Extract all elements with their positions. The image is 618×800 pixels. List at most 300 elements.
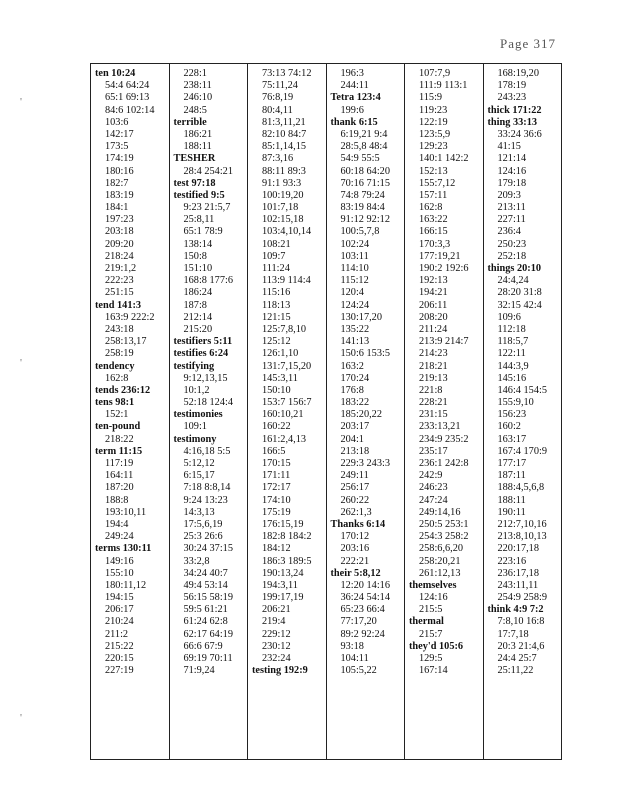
index-page-ref: 66:6 67:9 — [183, 640, 223, 652]
index-page-ref: 258:19 — [105, 348, 134, 360]
index-page-ref: 261:12,13 — [419, 567, 461, 579]
index-headword: terrible — [173, 116, 207, 128]
index-page-ref: 111:24 — [262, 263, 290, 274]
index-page-ref: 243:23 — [497, 92, 527, 104]
index-headword: testimony — [173, 433, 217, 445]
index-page-ref: 125:12 — [262, 336, 291, 348]
index-headword: testing 192:9 — [252, 665, 308, 677]
index-page-ref: 167:14 — [419, 665, 448, 677]
index-page-ref: 229:3 243:3 — [340, 458, 390, 469]
index-page-ref: 258:20,21 — [419, 555, 461, 567]
index-page-ref: 174:10 — [262, 494, 291, 506]
index-page-ref: 30:24 37:15 — [183, 543, 233, 555]
index-page-ref: 17:7,18 — [497, 628, 529, 640]
index-page-ref: 145:16 — [497, 372, 527, 384]
index-page-ref: 186:24 — [183, 287, 213, 299]
index-page-ref: 211:24 — [419, 323, 448, 335]
index-page-ref: 215:5 — [419, 604, 443, 616]
index-page-ref: 80:4,11 — [262, 104, 293, 116]
index-page-ref: 122:11 — [497, 348, 526, 360]
index-page-ref: 168:19,20 — [497, 68, 539, 79]
index-page-ref: 122:19 — [419, 116, 448, 128]
index-page-ref: 25:11,22 — [497, 665, 534, 677]
index-page-ref: 91:12 92:12 — [340, 214, 390, 226]
index-page-ref: 88:11 89:3 — [262, 165, 306, 177]
index-headword: term 11:15 — [95, 445, 143, 457]
index-page-ref: 28:4 254:21 — [183, 165, 233, 177]
index-page-ref: 212:14 — [183, 311, 213, 323]
index-page-ref: 114:10 — [340, 263, 369, 274]
index-page-ref: 188:8 — [105, 494, 129, 506]
index-page-ref: 260:22 — [340, 494, 370, 506]
index-page-ref: 115:12 — [340, 275, 369, 287]
index-page-ref: 184:12 — [262, 543, 291, 555]
index-page-ref: 9:24 13:23 — [183, 494, 228, 506]
index-headword: thermal — [409, 616, 444, 628]
index-page-ref: 28:5,8 48:4 — [340, 141, 388, 153]
index-column — [327, 64, 406, 759]
index-headword: test 97:18 — [173, 177, 216, 189]
index-page-ref: 75:11,24 — [262, 80, 298, 92]
index-page-ref: 140:1 142:2 — [419, 153, 469, 165]
index-page-ref: 220:15 — [105, 653, 134, 664]
index-page-ref: 145:3,11 — [262, 372, 298, 384]
index-page-ref: 183:22 — [340, 397, 370, 409]
index-page-ref: 229:12 — [262, 628, 291, 640]
index-page-ref: 194:21 — [419, 287, 448, 299]
index-page-ref: 73:13 74:12 — [262, 68, 312, 79]
index-headword: testimonies — [173, 409, 223, 421]
index-page-ref: 221:8 — [419, 384, 443, 396]
index-page-ref: 150:10 — [262, 384, 291, 396]
index-page-ref: 250:23 — [497, 238, 527, 250]
index-page-ref: 192:13 — [419, 275, 448, 287]
index-page-ref: 100:5,7,8 — [340, 226, 380, 238]
index-headword: thank 6:15 — [330, 116, 378, 128]
index-page-ref: 101:7,18 — [262, 202, 299, 214]
index-page-ref: 220:17,18 — [497, 543, 539, 555]
index-page-ref: 162:8 — [419, 202, 443, 214]
index-headword: TESHER — [173, 153, 216, 165]
index-page-ref: 187:8 — [183, 299, 207, 311]
index-page-ref: 227:19 — [105, 665, 134, 677]
index-page-ref: 155:7,12 — [419, 177, 456, 189]
index-page-ref: 6:15,17 — [183, 470, 215, 482]
index-page-ref: 89:2 92:24 — [340, 628, 385, 640]
index-page-ref: 233:13,21 — [419, 421, 461, 433]
index-page-ref: 249:14,16 — [419, 506, 461, 518]
index-page-ref: 163:22 — [419, 214, 448, 226]
index-headword: tends 236:12 — [95, 384, 151, 396]
index-page-ref: 10:1,2 — [183, 384, 210, 396]
index-page-ref: 70:16 71:15 — [340, 177, 390, 189]
index-page-ref: 84:6 102:14 — [105, 104, 155, 116]
index-page-ref: 87:3,16 — [262, 153, 294, 165]
index-page-ref: 243:18 — [105, 323, 134, 335]
index-page-ref: 218:21 — [419, 360, 448, 372]
index-page-ref: 168:8 177:6 — [183, 275, 233, 287]
index-page-ref: 252:18 — [497, 250, 527, 262]
index-page-ref: 248:5 — [183, 104, 207, 116]
index-page-ref: 199:6 — [340, 104, 364, 116]
index-page-ref: 164:11 — [105, 470, 134, 482]
index-page-ref: 213:18 — [340, 445, 370, 457]
index-page-ref: 124:16 — [419, 592, 448, 604]
index-page-ref: 215:22 — [105, 640, 134, 652]
index-page-ref: 187:20 — [105, 482, 134, 494]
index-page-ref: 228:1 — [183, 68, 207, 79]
index-page-ref: 28:20 31:8 — [497, 287, 542, 299]
index-page-ref: 160:22 — [262, 421, 291, 433]
index-page-ref: 228:21 — [419, 397, 448, 409]
index-page-ref: 247:24 — [419, 494, 448, 506]
index-page-ref: 215:20 — [183, 323, 213, 335]
index-page-ref: 81:3,11,21 — [262, 116, 306, 128]
index-page-ref: 219:13 — [419, 372, 448, 384]
index-page-ref: 186:3 189:5 — [262, 555, 312, 567]
index-page-ref: 258:13,17 — [105, 336, 147, 348]
index-page-ref: 103:4,10,14 — [262, 226, 312, 238]
index-page-ref: 188:4,5,6,8 — [497, 482, 545, 494]
index-page-ref: 33:2,8 — [183, 555, 210, 567]
index-page-ref: 188:11 — [497, 494, 526, 506]
index-page-ref: 4:16,18 5:5 — [183, 445, 231, 457]
index-page-ref: 9:23 21:5,7 — [183, 202, 231, 214]
index-page-ref: 146:4 154:5 — [497, 384, 547, 396]
index-headword: testifying — [173, 360, 215, 372]
index-page-ref: 251:15 — [105, 287, 134, 299]
index-page-ref: 24:4 25:7 — [497, 653, 537, 664]
index-page-ref: 236:1 242:8 — [419, 458, 469, 469]
index-page-ref: 176:8 — [340, 384, 364, 396]
index-page-ref: 112:18 — [497, 323, 526, 335]
index-page-ref: 166:5 — [262, 445, 286, 457]
index-page-ref: 52:18 124:4 — [183, 397, 233, 409]
index-page-ref: 34:24 40:7 — [183, 567, 228, 579]
index-page-ref: 170:3,3 — [419, 238, 451, 250]
index-page-ref: 196:3 — [340, 68, 364, 79]
index-page-ref: 102:15,18 — [262, 214, 304, 226]
index-page-ref: 124:24 — [340, 299, 370, 311]
index-page-ref: 206:21 — [262, 604, 291, 616]
index-page-ref: 219:4 — [262, 616, 286, 628]
index-page-ref: 102:24 — [340, 238, 370, 250]
index-page-ref: 156:23 — [497, 409, 527, 421]
index-page-ref: 54:9 55:5 — [340, 153, 380, 165]
index-page-ref: 243:11,11 — [497, 579, 539, 591]
index-page-ref: 130:17,20 — [340, 311, 382, 323]
index-page-ref: 182:7 — [105, 177, 129, 189]
index-headword: tend 141:3 — [95, 299, 142, 311]
index-page-ref: 124:16 — [497, 165, 527, 177]
index-page-ref: 41:15 — [497, 141, 521, 153]
index-page-ref: 144:3,9 — [497, 360, 529, 372]
index-page-ref: 32:15 42:4 — [497, 299, 542, 311]
index-page-ref: 100:19,20 — [262, 189, 304, 201]
index-page-ref: 215:7 — [419, 628, 443, 640]
index-page-ref: 33:24 36:6 — [497, 128, 542, 140]
index-page-ref: 107:7,9 — [419, 68, 451, 79]
index-page-ref: 14:3,13 — [183, 506, 215, 518]
index-page-ref: 9:12,13,15 — [183, 372, 228, 384]
index-page-ref: 126:1,10 — [262, 348, 299, 360]
index-page-ref: 203:17 — [340, 421, 370, 433]
index-page-ref: 103:11 — [340, 250, 369, 262]
index-page-ref: 115:9 — [419, 92, 443, 104]
index-page-ref: 209:3 — [497, 189, 521, 201]
index-page-ref: 74:8 79:24 — [340, 189, 385, 201]
index-page-ref: 105:5,22 — [340, 665, 377, 677]
index-page-ref: 20:3 21:4,6 — [497, 640, 545, 652]
index-page-ref: 69:19 70:11 — [183, 653, 233, 664]
index-page-ref: 171:11 — [262, 470, 291, 482]
index-page-ref: 190:13,24 — [262, 567, 304, 579]
index-page-ref: 129:5 — [419, 653, 443, 664]
index-page-ref: 231:15 — [419, 409, 448, 421]
index-page-ref: 194:3,11 — [262, 579, 298, 591]
index-page-ref: 121:15 — [262, 311, 291, 323]
index-page-ref: 149:16 — [105, 555, 134, 567]
index-page-ref: 113:9 114:4 — [262, 275, 311, 287]
index-page-ref: 166:15 — [419, 226, 448, 238]
index-page-ref: 188:11 — [183, 141, 212, 153]
index-page-ref: 115:16 — [262, 287, 291, 299]
index-page-ref: 250:5 253:1 — [419, 518, 469, 530]
index-page-ref: 190:11 — [497, 506, 526, 518]
index-page-ref: 163:9 222:2 — [105, 311, 155, 323]
index-page-ref: 227:11 — [497, 214, 526, 226]
index-page-ref: 173:5 — [105, 141, 129, 153]
index-page-ref: 17:5,6,19 — [183, 518, 223, 530]
index-page-ref: 65:1 78:9 — [183, 226, 223, 238]
index-page-ref: 138:14 — [183, 238, 213, 250]
index-page-ref: 204:1 — [340, 433, 364, 445]
index-page-ref: 91:1 93:3 — [262, 177, 302, 189]
index-page-ref: 232:24 — [262, 653, 291, 664]
index-page-ref: 24:4,24 — [497, 275, 529, 287]
index-page-ref: 118:5,7 — [497, 336, 529, 348]
index-page-ref: 256:17 — [340, 482, 370, 494]
index-page-ref: 172:17 — [262, 482, 291, 494]
index-page-ref: 210:24 — [105, 616, 134, 628]
index-page-ref: 213:8,10,13 — [497, 531, 547, 543]
index-page-ref: 235:17 — [419, 445, 448, 457]
index-page-ref: 85:1,14,15 — [262, 141, 307, 153]
index-page-ref: 36:24 54:14 — [340, 592, 390, 604]
index-headword: tens 98:1 — [95, 397, 135, 409]
index-page-ref: 108:21 — [262, 238, 291, 250]
index-page-ref: 121:14 — [497, 153, 527, 165]
index-page-ref: 135:22 — [340, 323, 370, 335]
index-page-ref: 249:24 — [105, 531, 134, 543]
index-page-ref: 230:12 — [262, 640, 291, 652]
index-page-ref: 218:22 — [105, 433, 134, 445]
index-page-ref: 213:11 — [497, 202, 526, 214]
index-page-ref: 71:9,24 — [183, 665, 215, 677]
index-page-ref: 222:21 — [340, 555, 370, 567]
index-page-ref: 7:18 8:8,14 — [183, 482, 231, 494]
index-page-ref: 246:23 — [419, 482, 448, 494]
index-page-ref: 109:1 — [183, 421, 207, 433]
index-page-ref: 218:24 — [105, 250, 134, 262]
index-page-ref: 162:8 — [105, 372, 129, 384]
index-page-ref: 160:2 — [497, 421, 521, 433]
index-page-ref: 236:17,18 — [497, 567, 539, 579]
index-page-ref: 155:9,10 — [497, 397, 534, 409]
index-column — [484, 64, 562, 759]
index-page-ref: 119:23 — [419, 104, 448, 116]
index-page-ref: 175:19 — [262, 506, 291, 518]
index-page-ref: 103:6 — [105, 116, 129, 128]
index-headword: ten-pound — [95, 421, 141, 433]
index-headword: ten 10:24 — [95, 68, 136, 79]
index-page-ref: 153:7 156:7 — [262, 397, 312, 409]
index-page-ref: 157:11 — [419, 189, 448, 201]
index-page-ref: 152:13 — [419, 165, 448, 177]
index-page-ref: 177:17 — [497, 458, 527, 469]
index-page-ref: 244:11 — [340, 80, 369, 92]
index-page-ref: 170:15 — [262, 458, 291, 469]
index-page-ref: 180:11,12 — [105, 579, 147, 591]
index-page-ref: 82:10 84:7 — [262, 128, 307, 140]
index-page-ref: 163:17 — [497, 433, 527, 445]
index-page-ref: 76:8,19 — [262, 92, 294, 104]
index-page-ref: 129:23 — [419, 141, 448, 153]
index-headword: think 4:9 7:2 — [487, 604, 544, 616]
index-column — [405, 64, 484, 759]
index-page-ref: 65:1 69:13 — [105, 92, 150, 104]
index-page-ref: 61:24 62:8 — [183, 616, 228, 628]
index-page-ref: 214:23 — [419, 348, 448, 360]
index-page-ref: 249:11 — [340, 470, 369, 482]
index-page-ref: 203:16 — [340, 543, 370, 555]
index-column — [248, 64, 327, 759]
index-headword: testifiers 5:11 — [173, 336, 233, 348]
index-page-ref: 109:6 — [497, 311, 521, 323]
index-page-ref: 206:17 — [105, 604, 134, 616]
index-page-ref: 222:23 — [105, 275, 134, 287]
index-page-ref: 183:19 — [105, 189, 134, 201]
index-page-ref: 65:23 66:4 — [340, 604, 385, 616]
index-page-ref: 242:9 — [419, 470, 443, 482]
index-page-ref: 190:2 192:6 — [419, 263, 469, 274]
index-page-ref: 203:18 — [105, 226, 134, 238]
index-headword: thick 171:22 — [487, 104, 542, 116]
margin-mark: ' — [20, 96, 22, 108]
index-headword: tendency — [95, 360, 135, 372]
index-page-ref: 111:9 113:1 — [419, 80, 468, 92]
index-page-ref: 208:20 — [419, 311, 448, 323]
index-headword: testified 9:5 — [173, 189, 225, 201]
index-page-ref: 178:19 — [497, 80, 527, 92]
index-page-ref: 49:4 53:14 — [183, 579, 228, 591]
index-page-ref: 7:8,10 16:8 — [497, 616, 545, 628]
index-page-ref: 194:4 — [105, 518, 129, 530]
index-page-ref: 152:1 — [105, 409, 129, 421]
index-page-ref: 131:7,15,20 — [262, 360, 312, 372]
index-page-ref: 142:17 — [105, 128, 134, 140]
index-page-ref: 246:10 — [183, 92, 213, 104]
index-page-ref: 170:24 — [340, 372, 370, 384]
index-page-ref: 174:19 — [105, 153, 134, 165]
index-page-ref: 182:8 184:2 — [262, 531, 312, 543]
index-page-ref: 163:2 — [340, 360, 364, 372]
index-page-ref: 254:9 258:9 — [497, 592, 547, 604]
index-page-ref: 120:4 — [340, 287, 364, 299]
index-page-ref: 180:16 — [105, 165, 134, 177]
index-page-ref: 258:6,6,20 — [419, 543, 464, 555]
page-title: Page 317 — [500, 36, 557, 51]
index-page-ref: 206:11 — [419, 299, 448, 311]
index-page-ref: 177:19,21 — [419, 250, 461, 262]
index-page-ref: 125:7,8,10 — [262, 323, 307, 335]
index-page-ref: 179:18 — [497, 177, 527, 189]
index-page-ref: 170:12 — [340, 531, 370, 543]
margin-mark: ' — [20, 357, 22, 369]
index-page-ref: 211:2 — [105, 628, 129, 640]
index-headword: Tetra 123:4 — [330, 92, 381, 104]
index-column — [91, 64, 170, 759]
index-page-ref: 6:19,21 9:4 — [340, 128, 388, 140]
index-page-ref: 186:21 — [183, 128, 213, 140]
index-page-ref: 25:3 26:6 — [183, 531, 223, 543]
index-page-ref: 160:10,21 — [262, 409, 304, 421]
index-page-ref: 234:9 235:2 — [419, 433, 469, 445]
index-table — [90, 63, 562, 760]
index-headword: Thanks 6:14 — [330, 518, 386, 530]
index-page-ref: 93:18 — [340, 640, 364, 652]
index-page-ref: 223:16 — [497, 555, 527, 567]
index-page-ref: 59:5 61:21 — [183, 604, 228, 616]
index-page-ref: 150:8 — [183, 250, 207, 262]
index-page-ref: 185:20,22 — [340, 409, 382, 421]
margin-mark: ' — [20, 712, 22, 724]
index-page-ref: 151:10 — [183, 263, 213, 274]
index-page-ref: 109:7 — [262, 250, 286, 262]
index-page-ref: 104:11 — [340, 653, 369, 664]
index-page-ref: 12:20 14:16 — [340, 579, 390, 591]
index-page-ref: 161:2,4,13 — [262, 433, 307, 445]
index-headword: they'd 105:6 — [409, 640, 464, 652]
index-page-ref: 187:11 — [497, 470, 526, 482]
index-page-ref: 25:8,11 — [183, 214, 215, 226]
index-page-ref: 199:17,19 — [262, 592, 304, 604]
index-headword: themselves — [409, 579, 457, 591]
index-page-ref: 209:20 — [105, 238, 134, 250]
index-page-ref: 194:15 — [105, 592, 134, 604]
index-headword: testifies 6:24 — [173, 348, 229, 360]
index-page-ref: 167:4 170:9 — [497, 445, 547, 457]
index-page-ref: 193:10,11 — [105, 506, 147, 518]
index-page-ref: 238:11 — [183, 80, 212, 92]
index-page-ref: 54:4 64:24 — [105, 80, 150, 92]
index-page-ref: 77:17,20 — [340, 616, 377, 628]
index-page-ref: 219:1,2 — [105, 263, 137, 274]
index-page-ref: 60:18 64:20 — [340, 165, 390, 177]
index-page-ref: 213:9 214:7 — [419, 336, 469, 348]
index-page-ref: 117:19 — [105, 458, 134, 469]
index-page-ref: 62:17 64:19 — [183, 628, 233, 640]
index-headword: their 5:8,12 — [330, 567, 381, 579]
index-page-ref: 254:3 258:2 — [419, 531, 469, 543]
index-page-ref: 141:13 — [340, 336, 370, 348]
index-page-ref: 56:15 58:19 — [183, 592, 233, 604]
index-page-ref: 123:5,9 — [419, 128, 451, 140]
index-page-ref: 212:7,10,16 — [497, 518, 547, 530]
index-page-ref: 184:1 — [105, 202, 129, 214]
index-page-ref: 236:4 — [497, 226, 521, 238]
index-page-ref: 176:15,19 — [262, 518, 304, 530]
